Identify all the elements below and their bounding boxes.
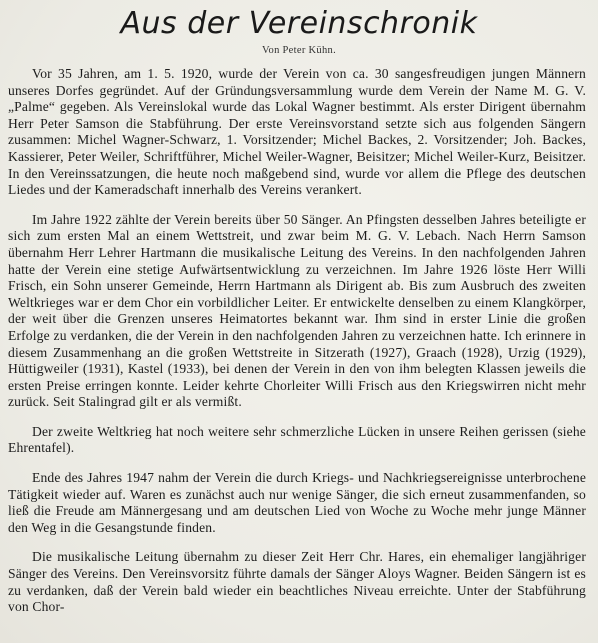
paragraph-founding: Vor 35 Jahren, am 1. 5. 1920, wurde der Verein von ca. 30 sangesfreudigen jungen Männern unseres Dorfes gegründet. Auf der Gründungsversammlung wurde dem Verein der Name M. G. V. „Palme“ gegeben. Als Vereinslokal wurde das Lokal Wagner bestimmt. Als erster Dirigent übernahm Herr Peter Samson die Stabführung. Der erste Vereinsvorstand setzte sich aus folgenden Sängern zusammen: Michel Wagner-Schwarz, 1. Vorsitzender; Michel Backes, 2. Vorsitzender; Joh. Backes, Kassierer, Peter Weiler, Schriftführer, Michel Weiler-Wagner, Beisitzer; Michel Weiler-Kurz, Beisitzer. In den Vereinssatzungen, die heute noch maßgebend sind, wurde vor allem die Pflege des deutschen Liedes und der Kameradschaft innerhalb des Vereins verankert.	[8, 66, 586, 198]
paragraph-1922: Im Jahre 1922 zählte der Verein bereits über 50 Sänger. An Pfingsten desselben Jahres beteiligte er sich zum ersten Mal an einem Wettstreit, und zwar beim M. G. V. Lebach. Nach Herrn Samson übernahm Herr Lehrer Hartmann die musikalische Leitung des Vereins. In den nachfolgenden Jahren hatte der Verein eine stetige Aufwärtsentwicklung zu verzeichnen. Im Jahre 1926 löste Herr Willi Frisch, ein Sohn unserer Gemeinde, Herrn Hartmann als Dirigent ab. Bis zum Ausbruch des zweiten Weltkrieges war er dem Chor ein vorbildlicher Leiter. Er entwickelte denselben zu einem Klangkörper, der weit über die Grenzen unseres Heimatortes bekannt war. Ihm sind in erster Linie die großen Erfolge zu verdanken, die der Verein in den nachfolgenden Jahren zu verzeichnen hatte. Ich erinnere in diesem Zusammenhang an die großen Wettstreite in Sitzerath (1927), Graach (1928), Urzig (1929), Hüttigweiler (1931), Kastel (1933), bei denen der Verein in den von ihm belegten Klassen jeweils die ersten Preise erringen konnte. Leider kehrte Chorleiter Willi Frisch aus den Kriegswirren nicht mehr zurück. Seit Stalingrad gilt er als vermißt.	[8, 211, 586, 410]
paragraph-leadership: Die musikalische Leitung übernahm zu dieser Zeit Herr Chr. Hares, ein ehemaliger langjähriger Sänger des Vereins. Den Vereinsvorsitz führte damals der Sänger Aloys Wagner. Beiden Sängern ist es zu verdanken, daß der Verein bald wieder ein beachtliches Niveau erreichte. Unter der Stabführung von Chor-	[8, 549, 586, 615]
article-body	[8, 66, 586, 629]
article-byline: Von Peter Kühn.	[261, 45, 336, 56]
paragraph-war: Der zweite Weltkrieg hat noch weitere sehr schmerzliche Lücken in unsere Reihen gerissen (siehe Ehrentafel).	[8, 423, 586, 456]
paragraph-1947: Ende des Jahres 1947 nahm der Verein die durch Kriegs- und Nachkriegsereignisse unterbrochene Tätigkeit wieder auf. Waren es zunächst auch nur wenige Sänger, die sich erneut zusammenfanden, so ließ die Freude am Männergesang und am deutschen Lied von Woche zu Woche mehr junge Männer den Weg in die Gesangstunde finden.	[8, 470, 586, 535]
article-title: Aus der Vereinschronik	[120, 6, 478, 41]
